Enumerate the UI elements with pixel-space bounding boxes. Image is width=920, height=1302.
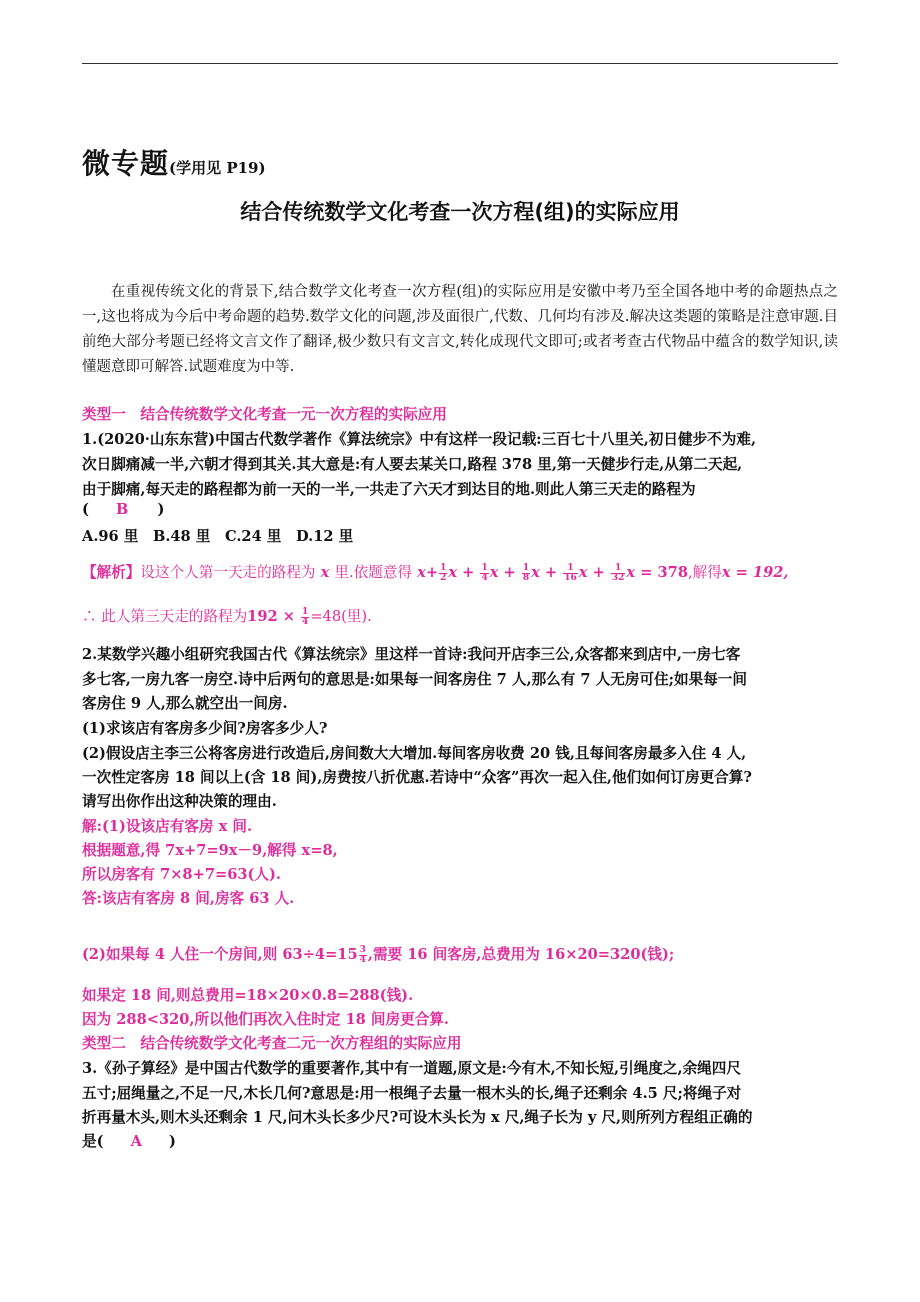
- section-header-main: 微专题: [82, 147, 170, 180]
- conclusion-text: ∴ 此人第三天走的路程为: [82, 608, 248, 625]
- q1-answer-blank: [82, 501, 164, 518]
- q1-answer: B: [116, 501, 129, 518]
- type2-heading: 类型二 结合传统数学文化考查二元一次方程组的实际应用: [82, 1035, 462, 1052]
- plus-sign: +: [592, 564, 605, 581]
- solve-equation: x = 192,: [721, 564, 789, 581]
- q3-answer: A: [130, 1133, 142, 1150]
- variable-x: x: [320, 564, 330, 581]
- q2-solution-part2: [82, 943, 674, 965]
- q2-line: 2.某数学兴趣小组研究我国古代《算法统宗》里这样一首诗:我问开店李三公,众客都来到店中,一房七客: [82, 646, 741, 663]
- q2-part1: (1)求该店有客房多少间?房客多少人?: [82, 720, 328, 737]
- type1-heading: 类型一 结合传统数学文化考查一元一次方程的实际应用: [82, 406, 447, 423]
- q2-solution-line: 因为 288<320,所以他们再次入住时定 18 间房更合算.: [82, 1011, 449, 1028]
- header-rule: [82, 63, 838, 64]
- fraction: $\frac{1}{32}$: [611, 562, 625, 583]
- fraction: $\frac{1}{2}$: [440, 562, 447, 583]
- paren-open: (: [82, 501, 89, 518]
- intro-paragraph: 在重视传统文化的背景下,结合数学文化考查一次方程(组)的实际应用是安徽中考乃至全国各地中考的命题热点之一,这也将成为今后中考命题的趋势.数学文化的问题,涉及面很广,代数、几何均有涉及.解决这类题的策略是注意审题.目前绝大部分考题已经将文言文作了翻译,极少数只有文言文,转化成现代文即可;或者考查古代物品中蕴含的数学知识,读懂题意即可解答.试题难度为中等.: [82, 284, 838, 375]
- equation-term: x: [417, 564, 426, 581]
- q2-part2: (2)假设店主李三公将客房进行改造后,房间数大大增加.每间客房收费 20 钱,且每间客房最多入住 4 人,: [82, 745, 747, 762]
- solution-text: (2)如果每 4 人住一个房间,则 63÷4=15: [82, 946, 358, 963]
- conclusion-result: =48(里).: [310, 608, 372, 625]
- fraction: $\frac{1}{4}$: [302, 606, 309, 627]
- page-title: 结合传统数学文化考查一次方程(组)的实际应用: [240, 200, 680, 224]
- fraction: $\frac{1}{4}$: [481, 562, 488, 583]
- q2-solution-line: 根据题意,得 7x+7=9x－9,解得 x=8,: [82, 842, 338, 859]
- q1-line: 1.(2020·山东东营)中国古代数学著作《算法统宗》中有这样一段记载:三百七十八里关,初日健步不为难,: [82, 431, 757, 448]
- q3-prefix: 是(: [82, 1133, 104, 1150]
- q2-line: 请写出你作出这种决策的理由.: [82, 793, 277, 810]
- analysis-text: 设这个人第一天走的路程为: [140, 564, 316, 581]
- paren-close: ): [157, 501, 165, 518]
- fraction: $\frac{3}{4}$: [359, 944, 366, 965]
- plus-sign: +: [462, 564, 475, 581]
- q1-line: 由于脚痛,每天走的路程都为前一天的一半,一共走了六天才到达目的地.则此人第三天走的路程为: [82, 481, 696, 498]
- solution-text: ,需要 16 间客房,总费用为 16×20=320(钱);: [367, 946, 675, 963]
- q3-line: 3.《孙子算经》是中国古代数学的重要著作,其中有一道题,原文是:今有木,不知长短,引绳度之,余绳四尺: [82, 1060, 741, 1077]
- q2-solution-line: 如果定 18 间,则总费用=18×20×0.8=288(钱).: [82, 987, 414, 1004]
- q2-solution-line: 答:该店有客房 8 间,房客 63 人.: [82, 890, 295, 907]
- plus-sign: +: [503, 564, 516, 581]
- solve-text: ,解得: [688, 564, 722, 581]
- analysis-text: 里.依题意得: [334, 564, 413, 581]
- section-header: [82, 142, 266, 182]
- fraction: $\frac{1}{8}$: [522, 562, 530, 583]
- q2-line: 多七客,一房九客一房空.诗中后两句的意思是:如果每一间客房住 7 人,那么有 7 人无房可住;如果每一间: [82, 671, 747, 688]
- q2-solution-line: 所以房客有 7×8+7=63(人).: [82, 866, 281, 883]
- q2-line: 一次性定客房 18 间以上(含 18 间),房费按八折优惠.若诗中“众客”再次一起入住,他们如何订房更合算?: [82, 769, 752, 786]
- q3-line: 五寸;屈绳量之,不足一尺,木长几何?意思是:用一根绳子去量一根木头的长,绳子还剩余 4.5 尺;将绳子对: [82, 1085, 742, 1102]
- q1-analysis: 【解析】设这个人第一天走的路程为 x 里.依题意得 x+ $\frac{1}{2}$ x + $\frac{1}{4}$ x + $\frac{1}{8}$ x + $\frac{1}{16}$ x + $\frac{1}{32}$ x = 378,解得x = 192,: [82, 562, 789, 583]
- q2-solution-line: 解:(1)设该店有客房 x 间.: [82, 818, 253, 835]
- analysis-tag: 【解析】: [82, 564, 141, 581]
- fraction: $\frac{1}{16}$: [564, 562, 577, 583]
- conclusion-expr: 192 ×: [247, 608, 295, 625]
- q2-line: 客房住 9 人,那么就空出一间房.: [82, 695, 288, 712]
- paren-close: ): [169, 1133, 176, 1150]
- plus-sign: +: [544, 564, 558, 581]
- q3-line: 折再量木头,则木头还剩余 1 尺,问木头长多少尺?可设木头长为 x 尺,绳子长为 y 尺,则所列方程组正确的: [82, 1109, 753, 1126]
- section-header-ref: (学用见 P19): [169, 159, 266, 177]
- q3-answer-blank: [82, 1130, 176, 1151]
- plus-sign: +: [425, 564, 439, 581]
- equation-rhs: = 378: [640, 564, 688, 581]
- q1-line: 次日脚痛减一半,六朝才得到其关.其大意是:有人要去某关口,路程 378 里,第一天健步行走,从第二天起,: [82, 456, 743, 473]
- q1-conclusion: [82, 605, 372, 627]
- q1-options: A.96 里 B.48 里 C.24 里 D.12 里: [82, 528, 354, 545]
